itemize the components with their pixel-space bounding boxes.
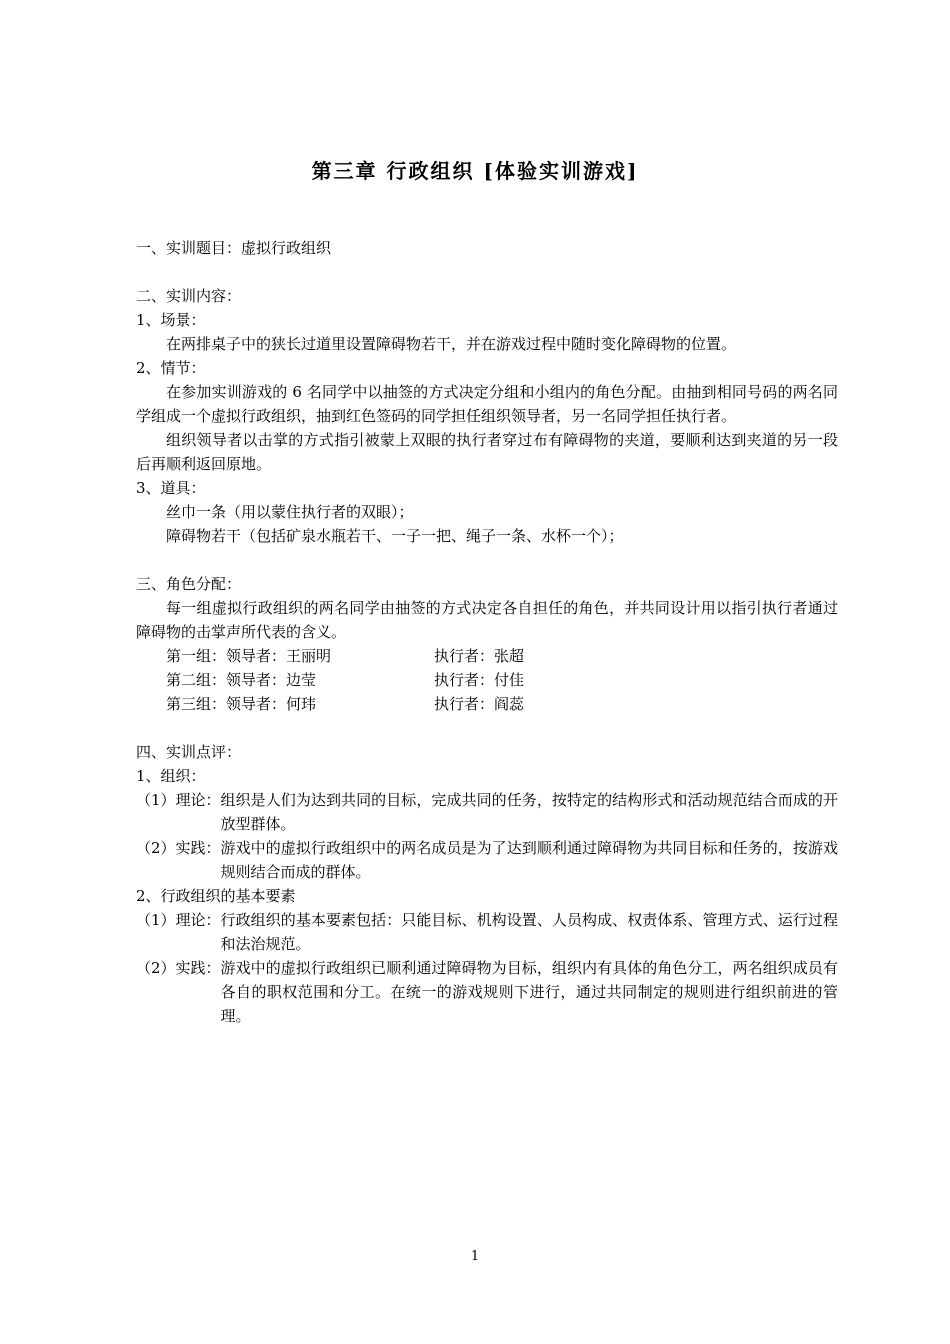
section-4-heading: 四、实训点评： bbox=[136, 743, 242, 761]
group-row bbox=[136, 668, 838, 692]
elements-theory bbox=[136, 908, 838, 956]
document-body bbox=[136, 236, 838, 1028]
section-2-heading: 二、实训内容： bbox=[136, 287, 242, 305]
props-item: 障碍物若干（包括矿泉水瓶若干、一子一把、绳子一条、水杯一个）； bbox=[166, 527, 624, 545]
plot-paragraph-2: 组织领导者以击掌的方式指引被蒙上双眼的执行者穿过布有障碍物的夹道，要顺利达到夹道的另一段后再顺利返回原地。 bbox=[136, 431, 838, 473]
item-text: 组织是人们为达到共同的目标，完成共同的任务，按特定的结构形式和活动规范结合而成的开放型群体。 bbox=[220, 791, 838, 833]
plot-label: 2、情节： bbox=[136, 359, 206, 377]
props-label: 3、道具： bbox=[136, 479, 206, 497]
group-executor: 执行者：张超 bbox=[434, 647, 525, 665]
group-row bbox=[136, 692, 838, 716]
group-executor: 执行者：阎蕊 bbox=[434, 695, 525, 713]
scene-label: 1、场景： bbox=[136, 311, 206, 329]
organization-label: 1、组织： bbox=[136, 767, 206, 785]
organization-theory bbox=[136, 788, 838, 836]
item-text: 游戏中的虚拟行政组织中的两名成员是为了达到顺利通过障碍物为共同目标和任务的，按游戏规则结合而成的群体。 bbox=[220, 839, 838, 881]
elements-practice bbox=[136, 956, 838, 1028]
section-3-heading: 三、角色分配： bbox=[136, 575, 242, 593]
scene-text: 在两排桌子中的狭长过道里设置障碍物若干，并在游戏过程中随时变化障碍物的位置。 bbox=[166, 335, 737, 353]
item-label: （1）理论： bbox=[136, 911, 221, 929]
page-number: 1 bbox=[470, 1249, 480, 1264]
roles-intro: 每一组虚拟行政组织的两名同学由抽签的方式决定各自担任的角色，并共同设计用以指引执行者通过障碍物的击掌声所代表的含义。 bbox=[136, 599, 838, 641]
group-leader: 第三组：领导者：何玮 bbox=[166, 695, 317, 713]
item-text: 游戏中的虚拟行政组织已顺利通过障碍物为目标，组织内有具体的角色分工，两名组织成员有各自的职权范围和分工。在统一的游戏规则下进行，通过共同制定的规则进行组织前进的管理。 bbox=[220, 959, 838, 1025]
item-label: （2）实践： bbox=[136, 959, 221, 977]
group-row bbox=[136, 644, 838, 668]
elements-label: 2、行政组织的基本要素 bbox=[136, 887, 296, 905]
organization-practice bbox=[136, 836, 838, 884]
chapter-title: 第三章 行政组织 [体验实训游戏] bbox=[311, 159, 639, 183]
item-label: （2）实践： bbox=[136, 839, 221, 857]
item-text: 行政组织的基本要素包括：只能目标、机构设置、人员构成、权责体系、管理方式、运行过程和法治规范。 bbox=[220, 911, 838, 953]
group-leader: 第一组：领导者：王丽明 bbox=[166, 647, 332, 665]
plot-paragraph-1: 在参加实训游戏的 6 名同学中以抽签的方式决定分组和小组内的角色分配。由抽到相同号码的两名同学组成一个虚拟行政组织，抽到红色签码的同学担任组织领导者，另一名同学担任执行者。 bbox=[136, 383, 838, 425]
group-leader: 第二组：领导者：边莹 bbox=[166, 671, 317, 689]
props-item: 丝巾一条（用以蒙住执行者的双眼）； bbox=[166, 503, 414, 521]
item-label: （1）理论： bbox=[136, 791, 221, 809]
section-1-heading: 一、实训题目：虚拟行政组织 bbox=[136, 239, 332, 257]
group-executor: 执行者：付佳 bbox=[434, 671, 525, 689]
